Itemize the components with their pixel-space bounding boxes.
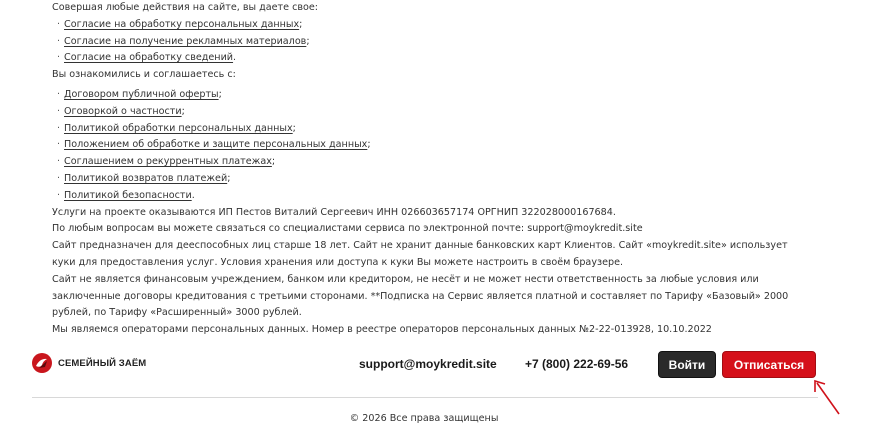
cookies-text: Сайт предназначен для дееспособных лиц старше 18 лет. Сайт не хранит данные банковских карт Клиентов. Сайт «moykredit.site» использует куки для предоставления услуг. Условия хранения или доступа к куки Вы можете настроить в своём браузере. (52, 240, 788, 268)
consent-intro: Совершая любые действия на сайте, вы даете свое: (52, 2, 319, 13)
list-item: · Оговоркой о частности; (57, 104, 792, 121)
consent-list (52, 17, 792, 67)
agreement-list (52, 87, 792, 205)
refund-policy-link[interactable]: Политикой возвратов платежей (64, 172, 228, 184)
consent-advertising-link[interactable]: Согласие на получение рекламных материалов (64, 35, 307, 47)
public-offer-link[interactable]: Договором публичной оферты (64, 88, 219, 100)
contact-text: По любым вопросам вы можете связаться со специалистами сервиса по электронной почте: support@moykredit.site (52, 223, 643, 235)
list-item: · Положением об обработке и защите персональных данных; (57, 137, 792, 154)
copyright-text: © 2026 Все права защищены (349, 413, 499, 424)
data-protection-regulation-link[interactable]: Положением об обработке и защите персональных данных (64, 139, 368, 151)
list-item: · Политикой безопасности. (57, 188, 792, 205)
footer-bar (32, 349, 818, 379)
consent-personal-data-link[interactable]: Согласие на обработку персональных данных (64, 18, 300, 30)
logo-icon (32, 353, 52, 373)
footer-divider (32, 397, 818, 398)
privacy-clause-link[interactable]: Оговоркой о частности (64, 105, 182, 117)
consent-info-processing-link[interactable]: Согласие на обработку сведений (64, 52, 234, 64)
recurring-payments-link[interactable]: Соглашением о рекуррентных платежах (64, 156, 272, 168)
logo[interactable] (32, 353, 146, 373)
agreement-intro: Вы ознакомились и соглашаетесь с: (52, 69, 236, 81)
personal-data-policy-link[interactable]: Политикой обработки персональных данных (64, 122, 293, 134)
list-item: · Согласие на получение рекламных материалов; (57, 34, 792, 51)
list-item: · Соглашением о рекуррентных платежах; (57, 154, 792, 171)
list-item: · Договором публичной оферты; (57, 87, 792, 104)
footer-email-link[interactable]: support@moykredit.site (359, 357, 497, 371)
provider-text: Услуги на проекте оказываются ИП Пестов Виталий Сергеевич ИНН 026603657174 ОРГНИП 322028000167684. (52, 206, 616, 218)
legal-info (52, 0, 792, 339)
unsubscribe-button[interactable]: Отписаться (722, 351, 816, 378)
operator-text: Мы являемся операторами персональных данных. Номер в реестре операторов персональных данных №2-22-013928, 10.10.2022 (52, 324, 712, 336)
list-item: · Политикой обработки персональных данных; (57, 121, 792, 138)
logo-text: СЕМЕЙНЫЙ ЗАЁМ (58, 357, 147, 369)
list-item: · Согласие на обработку персональных данных; (57, 17, 792, 34)
login-button[interactable]: Войти (658, 351, 716, 378)
list-item: · Согласие на обработку сведений. (57, 50, 792, 67)
security-policy-link[interactable]: Политикой безопасности (64, 189, 192, 201)
list-item: · Политикой возвратов платежей; (57, 171, 792, 188)
footer-phone-link[interactable]: +7 (800) 222-69-56 (525, 357, 629, 371)
annotation-arrow-icon (812, 378, 842, 418)
disclaimer-text: Сайт не является финансовым учреждением, банком или кредитором, не несёт и не может нести ответственность за любые условия или заключенные договоры кредитования с третьими сторонами. **Подписка на Сервис является платной и составляет по Тарифу «Базовый» 2000 рублей, по Тарифу «Расширенный» 3000 рублей. (52, 273, 789, 319)
